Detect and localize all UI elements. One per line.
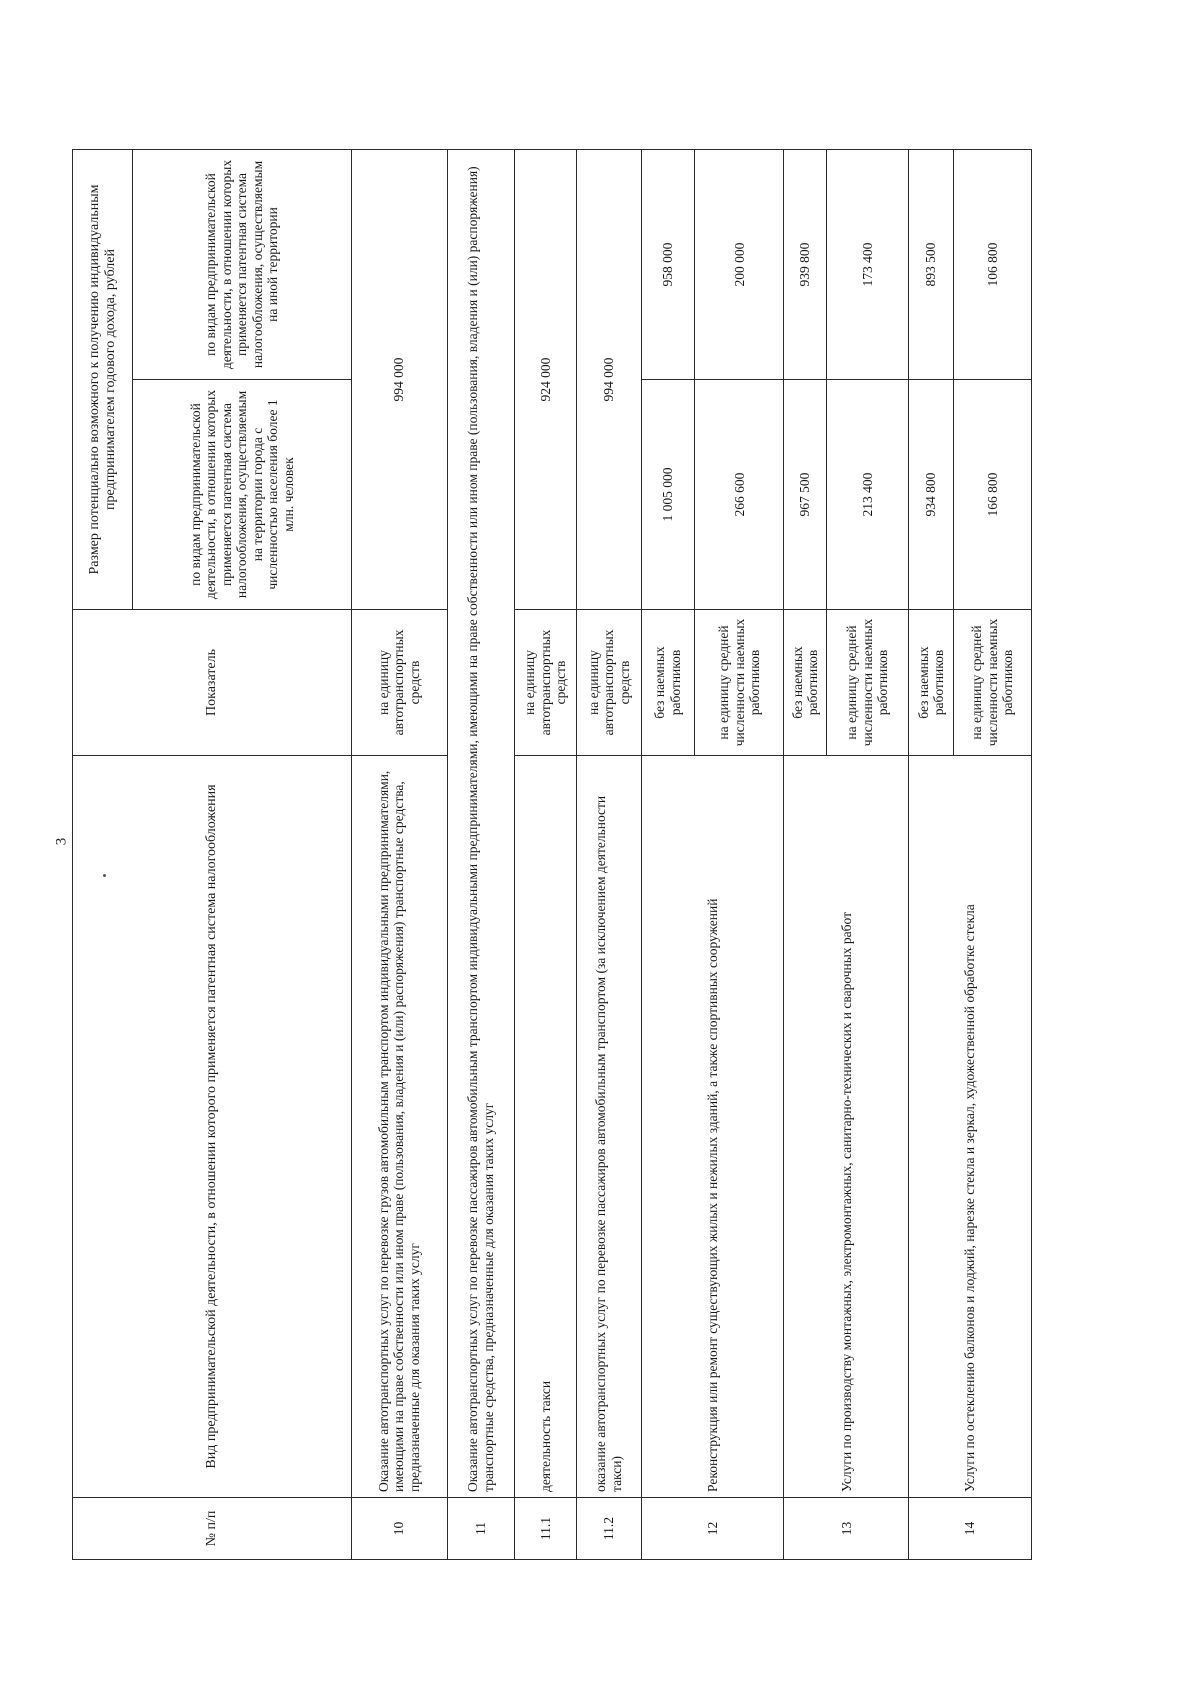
table-row-14a [909,149,954,1559]
indicator-cell: на единицу средней численности наемных работников [695,610,784,756]
value-other-cell: 893 500 [909,149,954,379]
header-no: № п/п [73,1498,352,1560]
table-row-10 [351,149,447,1559]
value-city-cell: 266 600 [695,380,784,610]
table-row-13a [784,149,826,1559]
indicator-cell: на единицу автотранспортных средств [351,610,447,756]
table-row-11 [447,149,514,1559]
indicator-cell: на единицу средней численности наемных работников [953,610,1031,756]
table-row-11-1 [514,149,576,1559]
value-cell: 924 000 [514,149,576,609]
row-number: 14 [909,1498,1032,1560]
value-city-cell: 1 005 000 [641,380,695,610]
value-other-cell: 106 800 [953,149,1031,379]
value-city-cell: 166 800 [953,380,1031,610]
header-row-1 [73,149,133,1559]
header-activity: Вид предпринимательской деятельности, в отношении которого применяется патентная система налогообложения [73,756,352,1498]
header-size: Размер потенциально возможного к получению индивидуальным предпринимателем годового дохода, рублей [73,149,133,609]
row-number: 11 [447,1498,514,1560]
row-number: 11.1 [514,1498,576,1560]
row-number: 13 [784,1498,909,1560]
header-size-city: по видам предпринимательской деятельности, в отношении которых применяется патентная система налогообложения, осуществляемым на территории города с численностью населения более 1 млн. человек [133,380,352,610]
indicator-cell: без наемных работников [784,610,826,756]
header-indicator: Показатель [73,610,352,756]
indicator-cell: на единицу автотранспортных средств [514,610,576,756]
rotated-table-wrapper [72,150,1032,1560]
table-row-11-2 [577,149,642,1559]
indicator-cell: без наемных работников [909,610,954,756]
value-other-cell: 939 800 [784,149,826,379]
activity-cell: Услуги по остеклению балконов и лоджий, нарезке стекла и зеркал, художественной обработке стекла [909,756,1032,1498]
table-row-12a [641,149,695,1559]
activity-cell: деятельность такси [514,756,576,1498]
activity-cell: оказание автотранспортных услуг по перевозке пассажиров автомобильным транспортом (за исключением деятельности такси) [577,756,642,1498]
value-other-cell: 200 000 [695,149,784,379]
indicator-cell: на единицу средней численности наемных работников [826,610,909,756]
row-number: 10 [351,1498,447,1560]
activity-cell: Оказание автотранспортных услуг по перевозке пассажиров автомобильным транспортом индивидуальными предпринимателями, имеющими на праве собственности или ином праве (пользования, владения и (или) распоряжения) транспортные средства, предназначенные для оказания таких услуг [447,149,514,1497]
indicator-cell: без наемных работников [641,610,695,756]
row-number: 11.2 [577,1498,642,1560]
value-cell: 994 000 [351,149,447,609]
value-other-cell: 173 400 [826,149,909,379]
page-number: 3 [53,837,70,846]
value-city-cell: 967 500 [784,380,826,610]
row-number: 12 [641,1498,784,1560]
header-size-other: по видам предпринимательской деятельности, в отношении которых применяется патентная система налогообложения, осуществляемым на иной территории [133,149,352,379]
value-cell: 994 000 [577,149,642,609]
activity-cell: Реконструкция или ремонт существующих жилых и нежилых зданий, а также спортивных сооружений [641,756,784,1498]
value-city-cell: 934 800 [909,380,954,610]
indicator-cell: на единицу автотранспортных средств [577,610,642,756]
value-other-cell: 958 000 [641,149,695,379]
patent-income-table [72,149,1032,1560]
activity-cell: Оказание автотранспортных услуг по перевозке грузов автомобильным транспортом индивидуальными предпринимателями, имеющими на праве собственности или ином праве (пользования, владения и (или) распоряжения) транспортные средства, предназначенные для оказания таких услуг [351,756,447,1498]
value-city-cell: 213 400 [826,380,909,610]
activity-cell: Услуги по производству монтажных, электромонтажных, санитарно-технических и сварочных работ [784,756,909,1498]
